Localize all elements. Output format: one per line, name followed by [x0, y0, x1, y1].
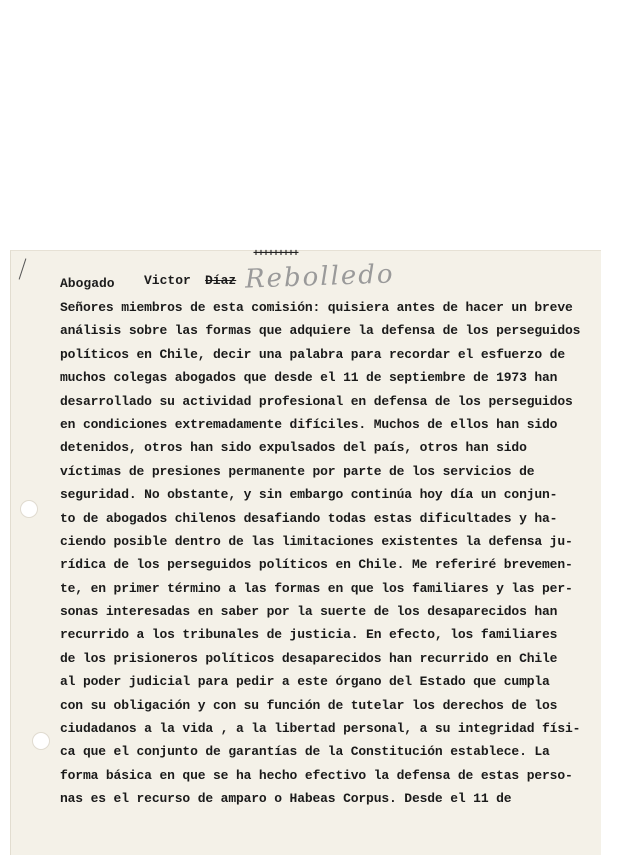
punch-hole-lower	[32, 732, 50, 750]
text-line: de los prisioneros políticos desaparecidos han recurrido en Chile	[60, 650, 558, 666]
text-line: en condiciones extremadamente difíciles. Muchos de ellos han sido	[60, 416, 558, 432]
text-line: análisis sobre las formas que adquiere la defensa de los perseguidos	[60, 323, 581, 339]
typed-body-text	[60, 296, 590, 811]
text-line: detenidos, otros han sido expulsados del país, otros han sido	[60, 440, 527, 456]
text-line: políticos en Chile, decir una palabra para recordar el esfuerzo de	[60, 346, 565, 362]
text-line: al poder judicial para pedir a este órgano del Estado que cumpla	[60, 674, 550, 690]
text-line: nas es el recurso de amparo o Habeas Corpus. Desde el 11 de	[60, 791, 512, 807]
text-line: te, en primer término a las formas en que los familiares y las per-	[60, 580, 573, 596]
text-line: seguridad. No obstante, y sin embargo continúa hoy día un conjun-	[60, 487, 558, 503]
text-line: forma básica en que se ha hecho efectivo la defensa de estas perso-	[60, 767, 573, 783]
text-line: ciudadanos a la vida , a la libertad personal, a su integridad físi-	[60, 721, 581, 737]
text-line: recurrido a los tribunales de justicia. En efecto, los familiares	[60, 627, 558, 643]
text-line: sonas interesadas en saber por la suerte de los desaparecidos han	[60, 604, 558, 620]
typed-crosses: +++++++++	[253, 249, 299, 260]
text-line: desarrollado su actividad profesional en defensa de los perseguidos	[60, 393, 573, 409]
text-line: rídica de los perseguidos políticos en Chile. Me referiré brevemen-	[60, 557, 573, 573]
speaker-first-name: Victor	[144, 273, 191, 288]
handwritten-surname: Rebolledo	[244, 259, 396, 295]
text-line: víctimas de presiones permanente por parte de los servicios de	[60, 463, 535, 479]
text-line: ca que el conjunto de garantías de la Constitución establece. La	[60, 744, 550, 760]
header-row	[60, 259, 580, 298]
text-line: to de abogados chilenos desafiando todas estas dificultades y ha-	[60, 510, 558, 526]
text-line: muchos colegas abogados que desde el 11 de septiembre de 1973 han	[60, 370, 558, 386]
punch-hole-upper	[20, 500, 38, 518]
text-line: Señores miembros de esta comisión: quisiera antes de hacer un breve	[60, 300, 573, 315]
speaker-role: Abogado	[60, 276, 115, 291]
text-line: ciendo posible dentro de las limitaciones existentes la defensa ju-	[60, 533, 573, 549]
text-line: con su obligación y con su función de tutelar los derechos de los	[60, 697, 558, 713]
speaker-struck-surname: Díaz	[205, 273, 237, 288]
